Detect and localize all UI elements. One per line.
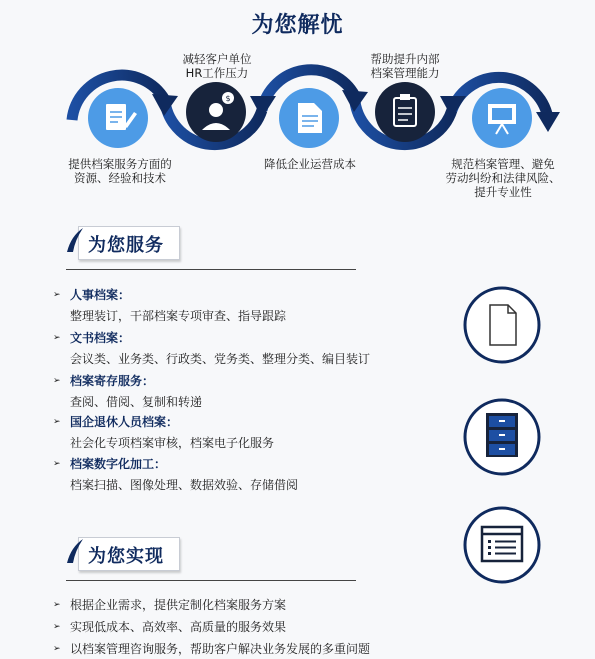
brush-stroke-icon [63, 537, 85, 567]
document-icon [279, 88, 339, 148]
service-heading: 档案数字化加工： [70, 457, 167, 471]
bullet-icon: ➢ [53, 459, 61, 469]
service-heading: 档案寄存服务： [70, 374, 155, 388]
page-title: 为您解忧 [251, 13, 344, 38]
list-window-icon [462, 505, 542, 585]
service-detail: 档案扫描、图像处理、数据效验、存储借阅 [70, 478, 299, 492]
service-detail: 会议类、业务类、行政类、党务类、整理分类、编目装订 [70, 352, 371, 366]
bullet-icon: ➢ [53, 644, 61, 654]
implementation-item: 实现低成本、高效率、高质量的服务效果 [70, 620, 287, 634]
service-detail: 整理装订，干部档案专项审查、指导跟踪 [70, 309, 287, 323]
bullet-icon: ➢ [53, 622, 61, 632]
filing-cabinet-icon [462, 397, 542, 477]
service-detail: 社会化专项档案审核，档案电子化服务 [70, 436, 275, 450]
bullet-icon: ➢ [53, 290, 61, 300]
clipboard-icon [375, 82, 435, 142]
implementation-title: 为您实现 [88, 546, 164, 567]
bullet-icon: ➢ [53, 417, 61, 427]
blank-document-icon [462, 285, 542, 365]
bullet-icon: ➢ [53, 600, 61, 610]
service-heading: 人事档案： [70, 288, 131, 302]
service-heading: 国企退休人员档案： [70, 415, 179, 429]
implementation-item: 以档案管理咨询服务，帮助客户解决业务发展的多重问题 [70, 642, 371, 656]
svg-text:$: $ [225, 94, 231, 103]
bullet-icon: ➢ [53, 376, 61, 386]
bullet-icon: ➢ [53, 333, 61, 343]
service-heading: 文书档案： [70, 331, 131, 345]
service-detail: 查阅、借阅、复制和转递 [70, 395, 203, 409]
flow-step-label-3: 降低企业运营成本 [264, 157, 356, 171]
presentation-board-icon [472, 88, 532, 148]
brush-stroke-icon [63, 226, 85, 256]
document-edit-icon [88, 88, 148, 148]
flow-step-label-2: 减轻客户单位 HR工作压力 [182, 52, 252, 80]
services-divider [66, 269, 356, 270]
services-title: 为您服务 [88, 235, 164, 256]
implementation-item: 根据企业需求，提供定制化档案服务方案 [70, 598, 287, 612]
flow-step-label-4: 帮助提升内部 档案管理能力 [370, 52, 440, 80]
person-money-icon [186, 82, 246, 142]
implementation-divider [66, 580, 356, 581]
flow-step-label-5: 规范档案管理、避免 劳动纠纷和法律风险、 提升专业性 [445, 157, 561, 199]
flow-step-label-1: 提供档案服务方面的 资源、经验和技术 [68, 157, 172, 185]
